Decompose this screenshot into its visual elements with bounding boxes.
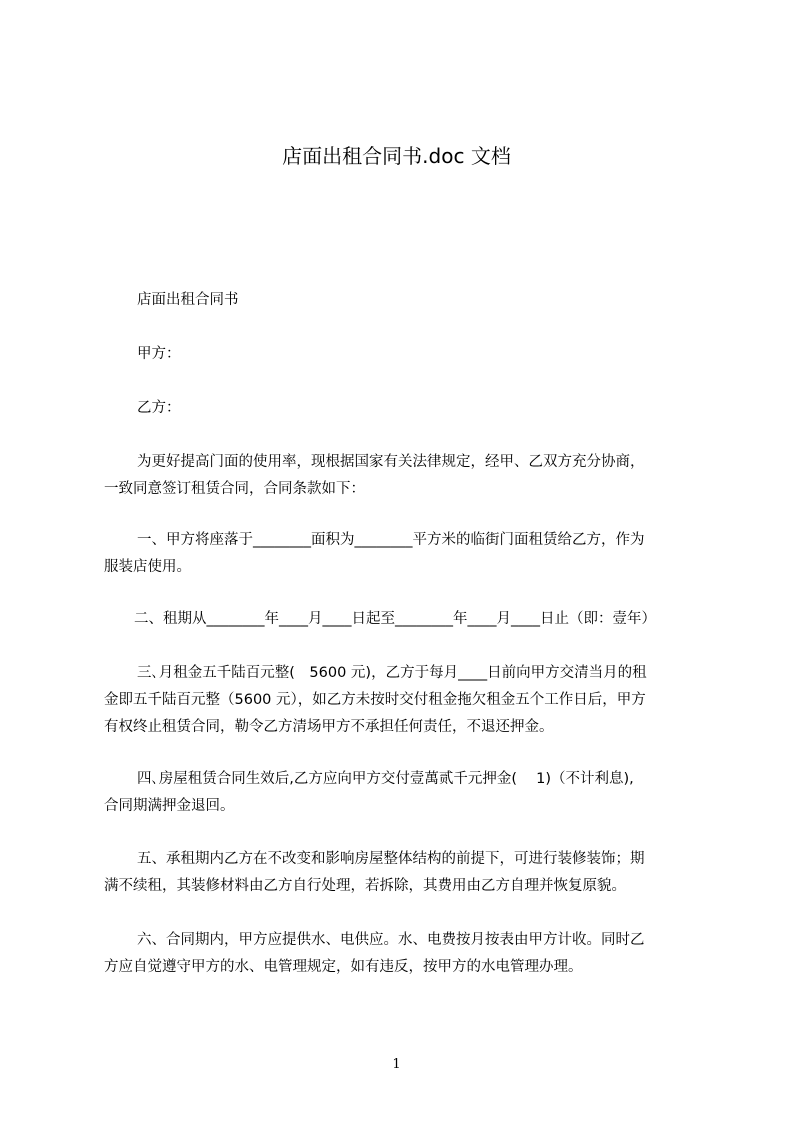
paragraph-line: 服装店使用。 [104, 559, 191, 575]
clause-5 [104, 846, 704, 900]
paragraph-line: 金即五千陆百元整（5600 元），如乙方未按时交付租金拖欠租金五个工作日后，甲方 [104, 692, 646, 708]
paragraph-line: 满不续租，其装修材料由乙方自行处理，若拆除，其费用由乙方自理并恢复原貌。 [104, 878, 626, 894]
paragraph-line: 方应自觉遵守甲方的水、电管理规定，如有违反，按甲方的水电管理办理。 [104, 959, 583, 975]
party-b-label: 乙方： [137, 400, 181, 416]
preamble-paragraph [104, 449, 704, 503]
paragraph-line: 合同期满押金退回。 [104, 798, 235, 814]
page-number: 1 [392, 1057, 401, 1072]
paragraph-line: 一致同意签订租赁合同，合同条款如下： [104, 481, 365, 497]
paragraph-line: 为更好提高门面的使用率，现根据国家有关法律规定，经甲、乙双方充分协商， [137, 454, 645, 470]
clause-3 [104, 660, 704, 741]
clause-6 [104, 927, 704, 981]
clause-2 [104, 606, 704, 633]
paragraph-line: 五、承租期内乙方在不改变和影响房屋整体结构的前提下，可进行装修装饰；期 [137, 851, 645, 867]
paragraph-line: 二、租期从________年____月____日起至________年____月____日止（即：壹年） [134, 611, 656, 627]
paragraph-line: 四､房屋租赁合同生效后,乙方应向甲方交付壹萬贰千元押金( 1)（不计利息), [137, 771, 634, 787]
clause-4 [104, 766, 704, 820]
party-a-label: 甲方： [137, 346, 181, 362]
paragraph-line: 一、甲方将座落于________面积为________平方米的临街门面租赁给乙方，作为 [137, 532, 645, 548]
contract-heading [104, 287, 737, 314]
heading-text: 店面出租合同书 [137, 292, 239, 308]
document-title: 店面出租合同书.doc 文档 [282, 144, 511, 168]
paragraph-line: 三､月租金五千陆百元整( 5600 元)，乙方于每月____日前向甲方交清当月的租 [137, 665, 647, 681]
paragraph-line: 六、合同期内，甲方应提供水、电供应。水、电费按月按表由甲方计收。同时乙 [137, 932, 645, 948]
paragraph-line: 有权终止租赁合同，勒令乙方清场甲方不承担任何责任，不退还押金。 [104, 719, 554, 735]
party-b-line [104, 395, 737, 422]
clause-1 [104, 527, 704, 581]
party-a-line [104, 341, 737, 368]
